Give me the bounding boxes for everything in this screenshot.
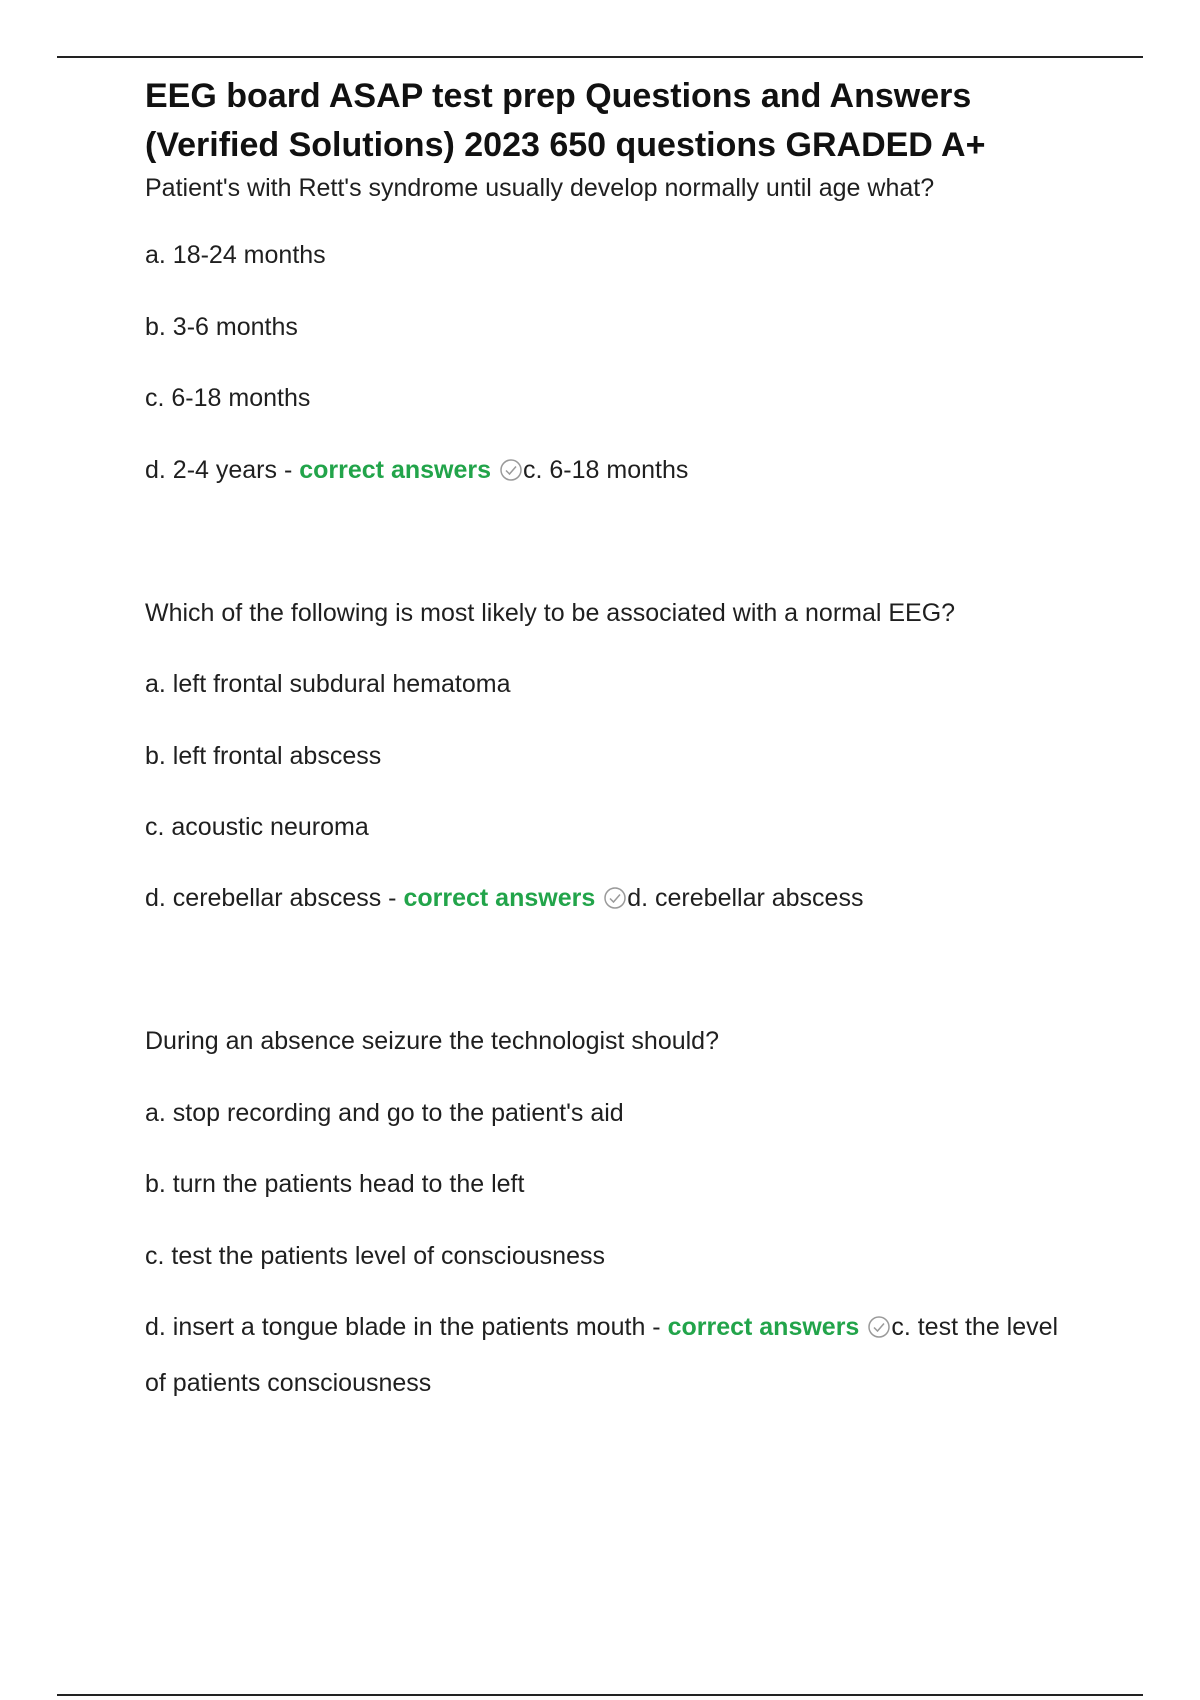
- option-b: b. left frontal abscess: [145, 742, 382, 770]
- correct-answers-label: correct answers: [403, 884, 596, 912]
- check-circle-icon: [499, 458, 523, 482]
- document-body: [145, 72, 1075, 1411]
- option-c: c. acoustic neuroma: [145, 813, 369, 841]
- top-divider: [57, 56, 1143, 58]
- answer-text: c. 6-18 months: [523, 456, 689, 484]
- question-block: [145, 170, 1075, 488]
- option-a: a. stop recording and go to the patient's aid: [145, 1099, 624, 1127]
- option-d: d. insert a tongue blade in the patients mouth -: [145, 1313, 668, 1341]
- correct-answers-label: correct answers: [299, 456, 492, 484]
- option-d: d. 2-4 years -: [145, 456, 300, 484]
- answer-text: d. cerebellar abscess: [627, 884, 864, 912]
- option-a: a. left frontal subdural hematoma: [145, 670, 511, 698]
- option-d-with-answer: [145, 880, 1075, 916]
- check-circle-icon: [603, 886, 627, 910]
- option-d: d. cerebellar abscess -: [145, 884, 404, 912]
- option-c: c. test the patients level of consciousness: [145, 1242, 605, 1270]
- question-block: [145, 595, 1075, 916]
- check-circle-icon: [867, 1315, 891, 1339]
- bottom-divider: [57, 1694, 1143, 1696]
- option-a: a. 18-24 months: [145, 241, 326, 269]
- question-text: Patient's with Rett's syndrome usually develop normally until age what?: [145, 174, 935, 202]
- document-title: EEG board ASAP test prep Questions and Answers (Verified Solutions) 2023 650 questions GRADED A+: [145, 77, 986, 164]
- question-block: [145, 1023, 1075, 1411]
- answer-text: c. test the level of patients consciousness: [145, 1313, 1059, 1397]
- question-text: Which of the following is most likely to be associated with a normal EEG?: [145, 599, 956, 627]
- question-text: During an absence seizure the technologist should?: [145, 1027, 719, 1055]
- option-d-with-answer: [145, 1299, 1075, 1411]
- option-c: c. 6-18 months: [145, 384, 311, 412]
- correct-answers-label: correct answers: [667, 1313, 860, 1341]
- option-b: b. turn the patients head to the left: [145, 1170, 525, 1198]
- option-b: b. 3-6 months: [145, 313, 298, 341]
- option-d-with-answer: [145, 452, 1075, 488]
